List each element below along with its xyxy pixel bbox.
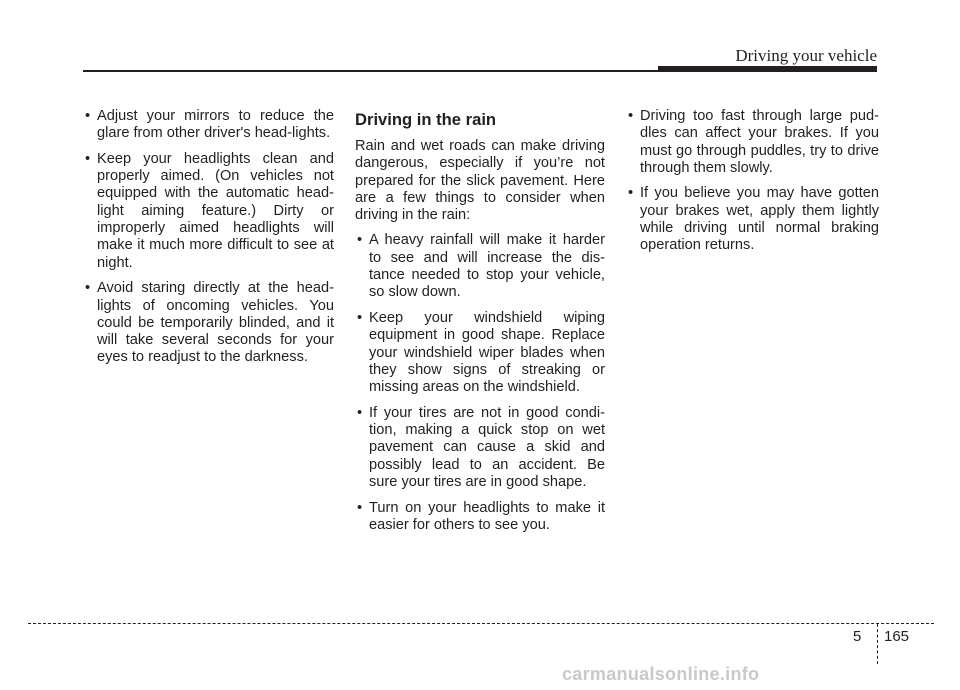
list-item <box>355 405 605 491</box>
list-item <box>626 185 879 254</box>
footer-rule <box>28 623 934 624</box>
rain-intro: Rain and wet roads can make driving dangerous, especially if you’re not prepared for the slick pavement. Here are a few things to consider when driving in the rain: <box>355 138 605 224</box>
list-item-text: A heavy rainfall will make it harder to see and will increase the dis-tance needed to stop your vehicle, so slow down. <box>369 232 605 301</box>
page-divider <box>877 624 878 664</box>
list-item-text: If your tires are not in good condi-tion, making a quick stop on wet pavement can cause a skid and possibly lead to an accident. Be sure your tires are in good shape. <box>369 404 605 490</box>
list-item-text: Keep your windshield wiping equipment in good shape. Replace your windshield wiper blades when they show signs of streaking or missing areas on the windshield. <box>369 309 605 396</box>
list-item <box>626 108 879 177</box>
list-item-text: Turn on your headlights to make it easier for others to see you. <box>369 499 605 533</box>
bullet-icon: • <box>357 404 363 421</box>
column-1 <box>83 108 334 375</box>
bullet-icon: • <box>357 232 363 249</box>
list-item-text: Keep your headlights clean and properly aimed. (On vehicles not equipped with the automatic head-light aiming feature.) Dirty or improperly aimed headlights will make it much more difficult to see at night. <box>97 150 334 271</box>
rain-heading: Driving in the rain <box>355 110 497 129</box>
bullet-list <box>626 108 879 255</box>
list-item <box>355 310 605 396</box>
list-item <box>355 232 605 301</box>
bullet-icon: • <box>85 150 91 167</box>
bullet-icon: • <box>628 108 634 124</box>
watermark: carmanualsonline.info <box>562 664 760 684</box>
list-item-text: If you believe you may have gotten your brakes wet, apply them lightly while driving until normal braking operation returns. <box>640 185 879 254</box>
bullet-icon: • <box>357 499 363 516</box>
list-item <box>83 108 334 143</box>
list-item-text: Adjust your mirrors to reduce the glare from other driver's head-lights. <box>97 108 334 142</box>
column-3 <box>626 108 879 263</box>
list-item-text: Avoid staring directly at the head-lights of oncoming vehicles. You could be temporarily blinded, and it will take several seconds for your eyes to readjust to the darkness. <box>97 280 334 366</box>
list-item <box>355 500 605 535</box>
column-2 <box>355 108 605 542</box>
section-title: Driving your vehicle <box>735 46 877 65</box>
list-item <box>83 280 334 366</box>
bullet-icon: • <box>85 108 91 124</box>
bullet-list <box>355 232 605 534</box>
bullet-icon: • <box>85 280 91 297</box>
bullet-icon: • <box>357 309 363 326</box>
page-number: 165 <box>884 628 910 645</box>
bullet-icon: • <box>628 185 634 202</box>
header-rule-thin <box>83 70 663 72</box>
list-item <box>83 151 334 272</box>
list-item-text: Driving too fast through large pud-dles can affect your brakes. If you must go through puddles, try to drive through them slowly. <box>640 108 879 176</box>
section-number: 5 <box>853 628 862 645</box>
bullet-list <box>83 108 334 367</box>
header-rule-thick <box>658 66 877 72</box>
